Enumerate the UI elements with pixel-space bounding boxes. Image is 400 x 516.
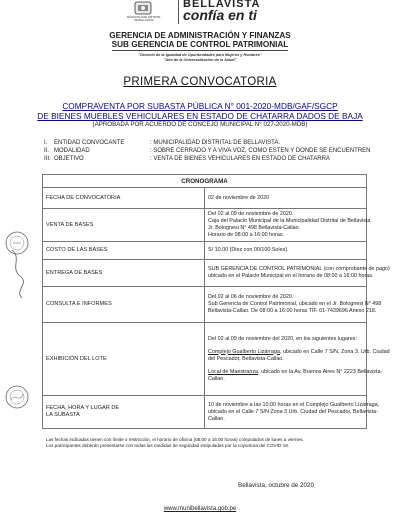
row-value — [205, 396, 380, 429]
signature-icon — [6, 244, 30, 304]
info-label: MODALIDAD — [54, 148, 90, 154]
footnote-1: Las fechas indicadas tienen con límite o restricción, el horario de oficina (08:00 a 16:00 horas) computados de lunes a viernes. — [46, 437, 304, 442]
subtitle-line-2-text: DE BIENES MUEBLES VEHICULARES EN ESTADO DE CHATARRA DADOS DE BAJA — [37, 111, 363, 121]
row-label: CONSULTA E INFORMES — [43, 287, 205, 323]
brand-slogan: confía en ti — [183, 7, 257, 23]
page-title-text: PRIMERA CONVOCATORIA — [123, 76, 277, 88]
seal-caption-2: DE BELLAVISTA — [134, 19, 154, 22]
info-label: ENTIDAD CONVOCANTE — [54, 140, 125, 146]
table-row-announcement-date — [43, 188, 367, 209]
row-label: VENTA DE BASES — [43, 209, 205, 242]
row-value-line: Jr. Bolognesi N° 498 Bellavista-Callao. — [208, 225, 301, 231]
row-value-line: Caja del Palacio Municipal de la Municipalidad Distrital de Bellavista — [208, 218, 371, 224]
subtitle-line-1-text: COMPRAVENTA POR SUBASTA PÚBLICA N° 001-2020-MDB/GAF/SGCP — [62, 101, 338, 111]
letterhead — [0, 0, 400, 28]
row-label — [43, 396, 205, 429]
exhibition-place-1-address: , ubicado en Calle 7 S/N, Zona 3, Urb. Ciudad — [279, 348, 390, 355]
footnote-2: Los participantes deberán presentarse con todas las medidas de seguridad estipuladas por la coyuntura del COVID-19. — [46, 443, 290, 448]
row-value-line: 10 de noviembre a las 10:00 horas en el Complejo Gualberto Lizárraga, — [208, 401, 380, 408]
row-value-line: ubicado en el Palacio Municipal en el horario de 08:00 a 16:00 horas. — [208, 273, 374, 279]
row-label-line: LA SUBASTA — [46, 412, 80, 418]
exhibition-place-2-address: , ubicado en la Av. Buenos Aires N° 2223 Bellavista- — [258, 368, 383, 375]
approval-stamp-icon — [4, 384, 30, 410]
row-value-line: Del 02 al 09 de noviembre de 2020. — [208, 211, 294, 217]
row-value-line: Sub Gerencia de Control Patrimonial, ubicado en el Jr. Bolognesi N° 498 — [208, 301, 382, 307]
info-number: I. — [44, 140, 48, 146]
header-rule — [112, 50, 288, 51]
table-row-delivery — [43, 260, 367, 287]
row-value-line: Del 02 al 09 de noviembre del 2020, en los siguientes lugares: — [208, 335, 357, 342]
footer-url[interactable] — [0, 506, 400, 512]
document-date: Bellavista, octubre de 2020 — [238, 482, 314, 489]
row-value-line: Bellavista-Callao. De 08:00 a 16:00 horas TlF. 01-7439696 Anexo 218. — [208, 308, 377, 314]
info-value: : VENTA DE BIENES VEHICULARES EN ESTADO DE CHATARRA — [150, 156, 330, 162]
row-value: S/ 10.00 (Diez con 00/100 Soles). — [205, 242, 367, 260]
info-value: : SOBRE CERRADO Y A VIVA VOZ, COMO ESTEN Y DONDE SE ENCUENTREN — [150, 148, 371, 154]
table-row-inquiries — [43, 287, 367, 323]
row-value: 02 de noviembre de 2020 — [205, 188, 367, 209]
row-label-line: FECHA, HORA Y LUGAR DE — [46, 405, 120, 411]
row-value-line: Del 02 al 06 de noviembre de 2020. — [208, 294, 294, 300]
row-label: COSTO DE LAS BASES — [43, 242, 205, 260]
subtitle-line-1 — [0, 101, 400, 111]
row-value-line: SUB GERENCIA DE CONTROL PATRIMONIAL (con comprobante de pago) — [208, 266, 390, 272]
row-value — [205, 260, 390, 287]
schedule-heading: CRONOGRAMA — [43, 175, 367, 188]
row-value-line: Horario de 08:00 a 16:00 horas. — [208, 232, 285, 238]
page-title — [0, 76, 400, 88]
brand-name: BELLAVISTA — [183, 0, 261, 10]
row-value-line: Callao. — [208, 415, 225, 422]
table-row-sale-of-bases — [43, 209, 367, 242]
approval-note: (APROBADA POR ACUERDO DE CONCEJO MUNICIPAL N° 027-2020-MDB) — [92, 121, 308, 128]
exhibition-place-2: Local de Maestranza — [208, 368, 259, 375]
row-value-line — [208, 348, 390, 356]
subtitle-line-2 — [0, 111, 400, 121]
row-value — [205, 323, 390, 396]
schedule-table — [42, 174, 390, 429]
row-value-line — [208, 368, 383, 376]
row-value-line: Callao. — [208, 375, 225, 382]
organization-line-2: SUB GERENCIA DE CONTROL PATRIMONIAL — [111, 40, 289, 49]
row-label: ENTREGA DE BASES — [43, 260, 205, 287]
info-number: III. — [44, 156, 51, 162]
table-row-cost — [43, 242, 367, 260]
municipal-seal-icon — [132, 1, 154, 15]
row-value-line: ubicado en el Calle 7 S/N Zona 3 Urb. Ciudad del Pescador, Bellavista- — [208, 408, 378, 415]
organization-line-1: GERENCIA DE ADMINISTRACIÓN Y FINANZAS — [109, 31, 291, 40]
row-label: FECHA DE CONVOCATORIA — [43, 188, 205, 209]
motto-line-1: "Decenio de la Igualdad de Oportunidades para Mujeres y Hombres" — [138, 53, 262, 57]
info-number: II. — [44, 148, 50, 154]
seal-caption-1: MUNICIPALIDAD DISTRITAL — [127, 16, 161, 19]
table-row-exhibition — [43, 323, 367, 396]
header-divider — [178, 0, 179, 24]
row-label: EXHIBICIÓN DEL LOTE — [43, 323, 205, 396]
row-value — [205, 209, 371, 242]
row-value — [205, 287, 382, 323]
info-value: : MUNICIPALIDAD DISTRITAL DE BELLAVISTA. — [150, 140, 281, 146]
motto-line-2: "Año de la Universalización de la Salud" — [163, 58, 237, 62]
table-row-auction-date — [43, 396, 367, 429]
row-value-line: del Pescador, Bellavista-Callao. — [208, 355, 284, 362]
exhibition-place-1: Complejo Gualberto Lizárraga — [208, 348, 280, 355]
footer-url-text[interactable]: www.munibellavista.gob.pe — [163, 506, 237, 512]
info-label: OBJETIVO — [54, 156, 84, 162]
